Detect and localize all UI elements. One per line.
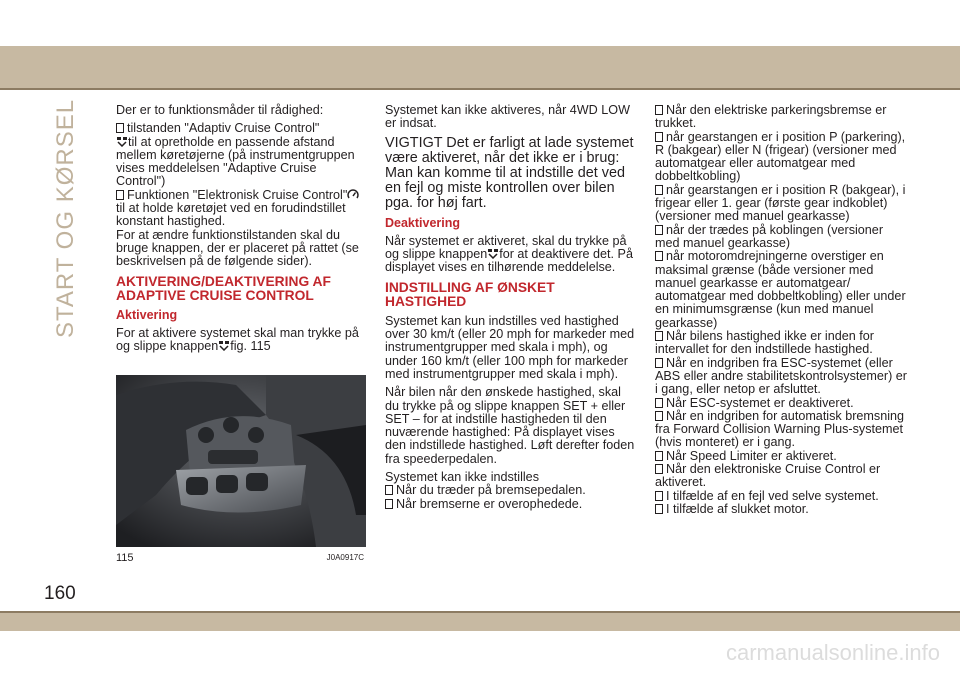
- list-item: når der trædes på koblingen (versioner med manuel gearkasse): [655, 222, 884, 250]
- checkbox-bullet-icon: [116, 190, 124, 200]
- adaptive-cruise-icon: [116, 136, 128, 147]
- checkbox-bullet-icon: [655, 132, 663, 142]
- list-item: I tilfælde af en fejl ved selve systemet.: [655, 490, 910, 503]
- checkbox-bullet-icon: [655, 398, 663, 408]
- cannot-set-text: Systemet kan ikke indstilles: [385, 470, 539, 485]
- checkbox-bullet-icon: [655, 411, 663, 421]
- list-item: Når bremserne er overophedede.: [385, 498, 635, 511]
- checkbox-bullet-icon: [655, 451, 663, 461]
- checkbox-bullet-icon: [655, 464, 663, 474]
- list-item: Når en indgriben fra ESC-systemet (eller ABS eller andre stabilitetskontrolsystemer) er i gang, eller netop er afsluttet.: [655, 355, 907, 397]
- list-item: Funktionen "Elektronisk Cruise Control"til at holde køretøjet ved en forudindstillet konstant hastighed.: [116, 189, 366, 229]
- list-item: Når en indgriben for automatisk bremsning fra Forward Collision Warning Plus-systemet (hvis monteret) er i gang.: [655, 408, 905, 450]
- warning-text: VIGTIGT Det er farligt at lade systemet være aktiveret, når det ikke er i brug: Man kan komme til at indstille det ved en fejl og miste kontrollen over bilen pga. for høj fart.: [385, 134, 634, 211]
- list-item: Når den elektriske parkeringsbremse er trukket.: [655, 103, 887, 131]
- checkbox-bullet-icon: [655, 504, 663, 514]
- header-rule: [0, 88, 960, 90]
- steering-wheel-photo: [116, 375, 366, 547]
- change-mode-text: For at ændre funktionstilstanden skal du bruge knappen, der er placeret på rattet (se beskrivelsen på de følgende sider).: [116, 227, 359, 269]
- column-1: [116, 104, 366, 358]
- checkbox-bullet-icon: [655, 225, 663, 235]
- subheading-activation: Aktivering: [116, 307, 178, 322]
- heading-set-speed: INDSTILLING AF ØNSKET HASTIGHED: [385, 279, 555, 309]
- list-item: Når den elektroniske Cruise Control er aktiveret.: [655, 462, 881, 490]
- checkbox-bullet-icon: [385, 499, 393, 509]
- list-item: Når Speed Limiter er aktiveret.: [655, 450, 910, 463]
- checkbox-bullet-icon: [655, 491, 663, 501]
- checkbox-bullet-icon: [655, 251, 663, 261]
- subheading-deactivation: Deaktivering: [385, 215, 461, 230]
- checkbox-bullet-icon: [655, 331, 663, 341]
- column-3: [655, 104, 910, 516]
- checkbox-bullet-icon: [655, 105, 663, 115]
- watermark: carmanualsonline.info: [725, 640, 940, 665]
- footer-band: [0, 613, 960, 631]
- cruise-control-icon: [347, 189, 359, 200]
- intro-text: Der er to funktionsmåder til rådighed:: [116, 103, 324, 117]
- checkbox-bullet-icon: [116, 123, 124, 133]
- checkbox-bullet-icon: [385, 485, 393, 495]
- figure-code: J0A0917C: [326, 553, 364, 562]
- checkbox-bullet-icon: [655, 185, 663, 195]
- list-item: når gearstangen er i position R (bakgear), i frigear eller 1. gear (første gear indkoblet) (versioner med manuel gearkasse): [655, 182, 906, 224]
- header-band: [0, 46, 960, 88]
- set-speed-text: Når bilen når den ønskede hastighed, skal du trykke på og slippe knappen SET + eller SET – for at indstille hastigheden til den nuværende hastighed: På displayet vises den indstillede hastighed. Løft derefter foden fra speederpedalen.: [385, 385, 635, 466]
- list-item: tilstanden "Adaptiv Cruise Control" til at opretholde en passende afstand mellem køretøjerne (på instrumentgruppen vises meddelelsen "Adaptive Cruise Control"): [116, 121, 355, 189]
- speed-range-text: Systemet kan kun indstilles ved hastighed over 30 km/t (eller 20 mph for markeder med instrumentgrupper med skala i mph), og under 160 km/t (eller 100 mph for markeder med instrumentgrupper med skala i mph).: [385, 313, 635, 381]
- list-item: Når du træder på bremsepedalen.: [385, 484, 635, 497]
- checkbox-bullet-icon: [655, 358, 663, 368]
- section-title: START OG KØRSEL: [52, 98, 79, 338]
- cannot-activate-text: Systemet kan ikke aktiveres, når 4WD LOW er indsat.: [385, 103, 630, 131]
- page-number: 160: [44, 583, 76, 604]
- activation-text: For at aktivere systemet skal man trykke på og slippe knappen fig. 115: [116, 325, 359, 354]
- adaptive-cruise-icon: [218, 340, 230, 351]
- list-item: når motoromdrejningerne overstiger en maksimal grænse (både versioner med manuel gearkasse er automatgear/ automatgear med dobbeltkobling) eller under en minimumsgrænse (kun med manuel gearkasse): [655, 249, 906, 330]
- list-item: når gearstangen er i position P (parkering), R (bakgear) eller N (frigear) (versioner med automatgear eller automatgear med dobbeltkobling): [655, 129, 906, 184]
- adaptive-cruise-icon: [487, 248, 499, 259]
- figure-number: 115: [116, 552, 134, 564]
- list-item: Når ESC-systemet er deaktiveret.: [655, 397, 910, 410]
- heading-activation-deactivation: AKTIVERING/DEAKTIVERING AF ADAPTIVE CRUISE CONTROL: [116, 273, 331, 303]
- list-item: I tilfælde af slukket motor.: [655, 503, 910, 516]
- column-2: [385, 104, 635, 511]
- list-item: Når bilens hastighed ikke er inden for intervallet for den indstillede hastighed.: [655, 329, 874, 357]
- deactivation-text: Når systemet er aktiveret, skal du trykke på og slippe knappen for at deaktivere det. På displayet vises en tilhørende meddelelse.: [385, 233, 633, 275]
